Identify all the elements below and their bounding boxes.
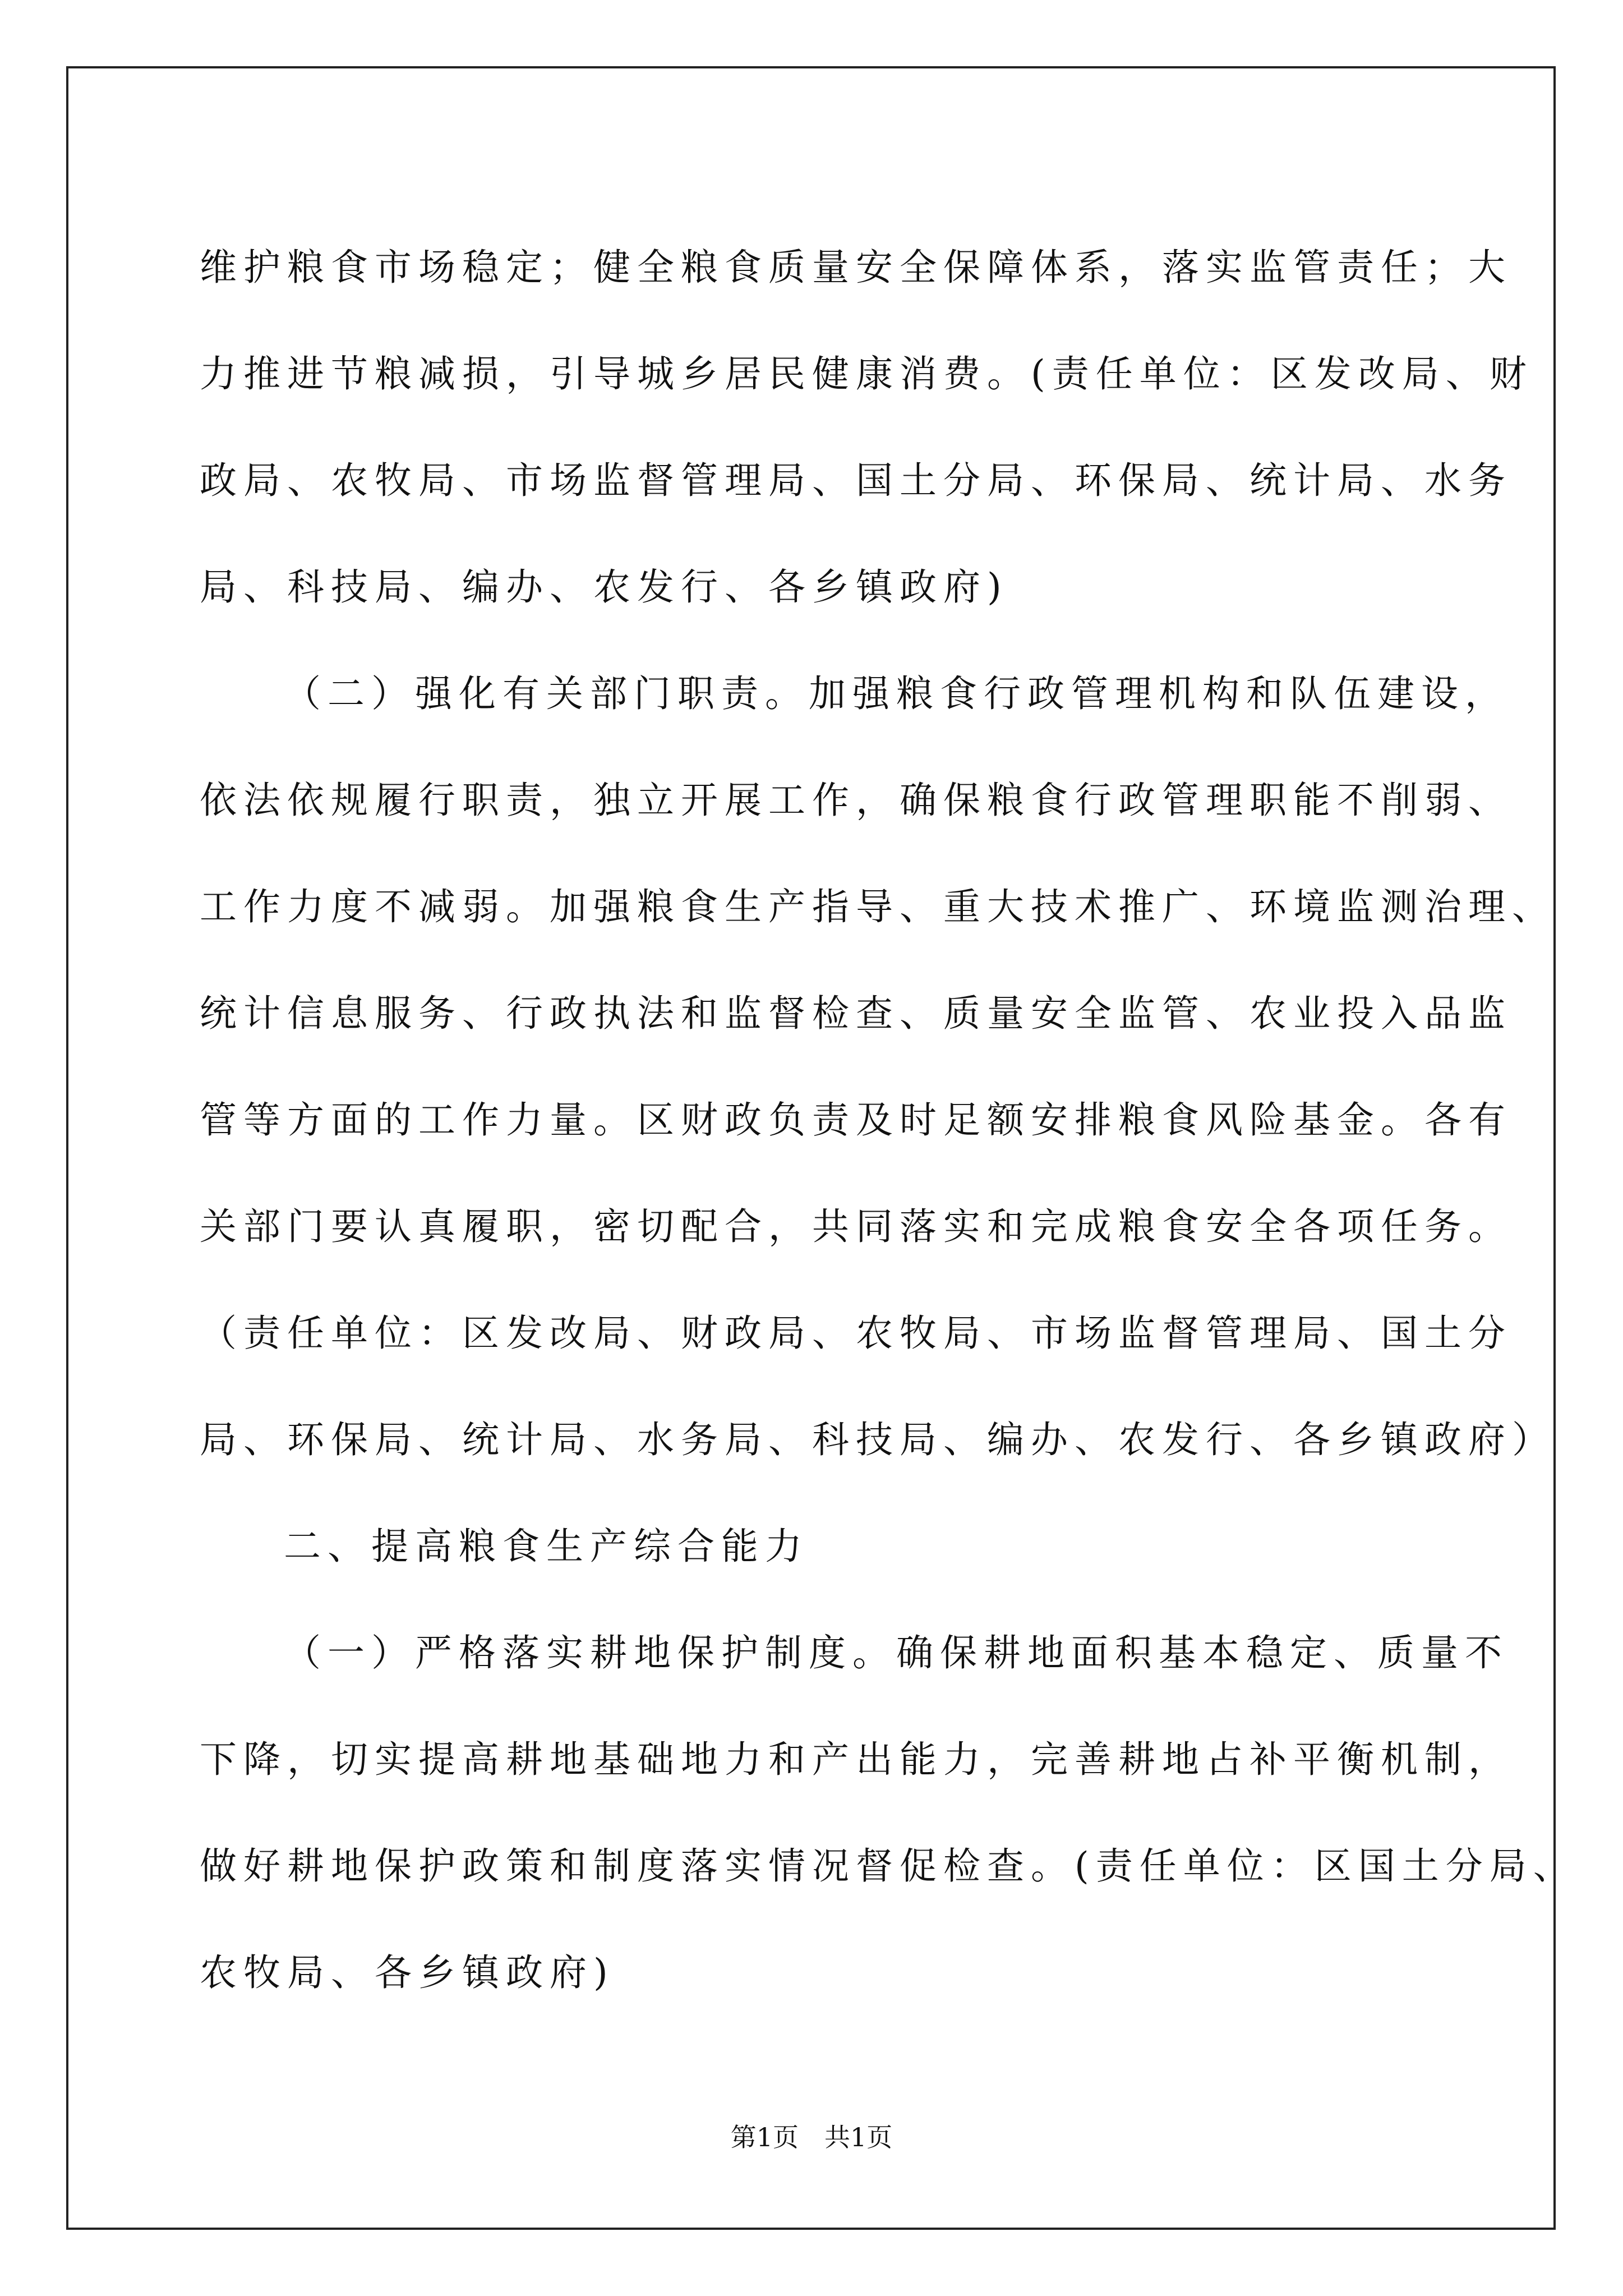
text-line: 力推进节粮减损，引导城乡居民健康消费。(责任单位：区发改局、财 — [200, 352, 1533, 395]
text-line: 维护粮食市场稳定；健全粮食质量安全保障体系，落实监管责任；大 — [200, 246, 1512, 289]
text-line: 管等方面的工作力量。区财政负责及时足额安排粮食风险基金。各有 — [200, 1098, 1512, 1142]
text-line: 下降，切实提高耕地基础地力和产出能力，完善耕地占补平衡机制， — [200, 1738, 1512, 1781]
text-line: 农牧局、各乡镇政府) — [200, 1951, 615, 1994]
text-line: 做好耕地保护政策和制度落实情况督促检查。(责任单位：区国土分局、 — [200, 1844, 1577, 1888]
text-line: 政局、农牧局、市场监督管理局、国土分局、环保局、统计局、水务 — [200, 459, 1512, 502]
text-line: 依法依规履行职责，独立开展工作，确保粮食行政管理职能不削弱、 — [200, 779, 1512, 822]
text-line: （责任单位：区发改局、财政局、农牧局、市场监督管理局、国土分 — [200, 1312, 1512, 1355]
text-line: 局、环保局、统计局、水务局、科技局、编办、农发行、各乡镇政府） — [200, 1418, 1556, 1461]
text-line: （二）强化有关部门职责。加强粮食行政管理机构和队伍建设， — [284, 672, 1509, 715]
text-line: 工作力度不减弱。加强粮食生产指导、重大技术推广、环境监测治理、 — [200, 885, 1556, 928]
page-number-footer: 第1页 共1页 — [730, 2122, 893, 2152]
text-line: 统计信息服务、行政执法和监督检查、质量安全监管、农业投入品监 — [200, 992, 1512, 1035]
document-body — [200, 214, 1577, 2026]
text-line: 局、科技局、编办、农发行、各乡镇政府) — [200, 565, 1008, 609]
text-line: （一）严格落实耕地保护制度。确保耕地面积基本稳定、质量不 — [284, 1631, 1509, 1674]
text-line: 关部门要认真履职，密切配合，共同落实和完成粮食安全各项任务。 — [200, 1205, 1512, 1248]
section-heading: 二、提高粮食生产综合能力 — [284, 1525, 809, 1568]
